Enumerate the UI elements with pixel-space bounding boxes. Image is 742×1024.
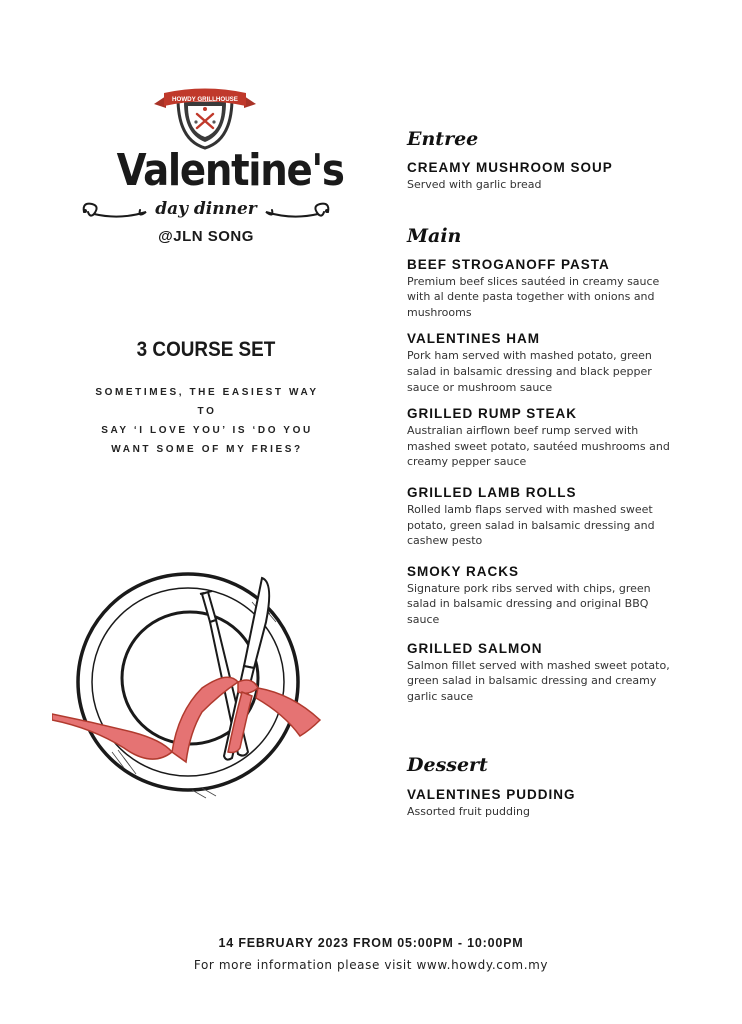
menu-item-desc: Australian airflown beef rump served with [407, 424, 639, 438]
menu-item-name: GRILLED RUMP STEAK [407, 406, 578, 422]
menu-item-desc: salad in balsamic dressing and black pepper [407, 364, 652, 378]
tagline [84, 383, 330, 459]
menu-item [407, 256, 707, 321]
more-info-text: For more information please visit www.howdy.com.my [193, 958, 549, 972]
menu-item-name: VALENTINES HAM [407, 331, 541, 347]
menu-item-name: CREAMY MUSHROOM SOUP [407, 160, 613, 175]
menu-item-desc: Rolled lamb flaps served with mashed sweet [407, 502, 653, 516]
menu-item [407, 640, 707, 705]
menu-item-name: GRILLED SALMON [407, 640, 543, 656]
menu-item-desc: Premium beef slices sautéed in creamy sauce [407, 274, 660, 288]
subtitle: day dinner [152, 199, 260, 219]
tagline-line: WANT SOME OF MY FRIES? [111, 444, 303, 455]
menu-item-desc: with al dente pasta together with onions and [407, 290, 655, 304]
menu-item-desc: mushrooms [407, 305, 472, 319]
section-dessert [407, 752, 707, 820]
tagline-line: SOMETIMES, THE EASIEST WAY TO [95, 387, 319, 417]
menu-item-desc: garlic sauce [407, 689, 474, 703]
howdy-grillhouse-logo [150, 84, 260, 152]
menu-item [407, 159, 707, 193]
section-main [407, 223, 707, 705]
menu-item-desc: mashed sweet potato, sautéed mushrooms and [407, 439, 670, 453]
menu [407, 126, 707, 820]
menu-item-desc: Assorted fruit pudding [407, 805, 530, 819]
tagline-line: SAY ‘I LOVE YOU’ IS ‘DO YOU [101, 425, 313, 436]
section-entree [407, 126, 707, 193]
menu-item [407, 405, 707, 470]
location-label: @JLN SONG [158, 228, 254, 245]
menu-item-desc: Pork ham served with mashed potato, green [407, 349, 652, 363]
menu-item-desc: Served with garlic bread [407, 178, 542, 191]
menu-item-name: GRILLED LAMB ROLLS [407, 484, 577, 500]
menu-item-desc: sauce [407, 612, 440, 626]
menu-item-desc: creamy pepper sauce [407, 455, 527, 469]
menu-item-name: BEEF STROGANOFF PASTA [407, 256, 610, 272]
page-title: Valentine's [116, 145, 344, 196]
section-title-dessert: Dessert [407, 754, 488, 777]
menu-item-desc: green salad in balsamic dressing and creamy [407, 674, 657, 688]
menu-item [407, 330, 707, 395]
section-title-main: Main [407, 224, 462, 247]
menu-item-desc: Salmon fillet served with mashed sweet potato, [407, 658, 670, 672]
plate-fork-knife-ribbon-icon [52, 572, 324, 812]
menu-item [407, 484, 707, 549]
menu-item-desc: Signature pork ribs served with chips, green [407, 581, 651, 595]
menu-item-desc: potato, green salad in balsamic dressing and [407, 518, 655, 532]
course-title: 3 COURSE SET [136, 338, 276, 361]
menu-item-desc: salad in balsamic dressing and original BBQ [407, 597, 649, 611]
menu-item [407, 786, 707, 820]
menu-item-desc: cashew pesto [407, 534, 483, 548]
logo-brand-text: HOWDY GRILLHOUSE [172, 96, 238, 103]
section-title-entree: Entree [407, 128, 479, 150]
menu-item-name: VALENTINES PUDDING [407, 787, 576, 803]
menu-item-desc: sauce or mushroom sauce [407, 380, 553, 394]
menu-item [407, 563, 707, 628]
menu-item-name: SMOKY RACKS [407, 563, 520, 579]
event-date: 14 FEBRUARY 2023 FROM 05:00PM - 10:00PM [218, 936, 524, 950]
